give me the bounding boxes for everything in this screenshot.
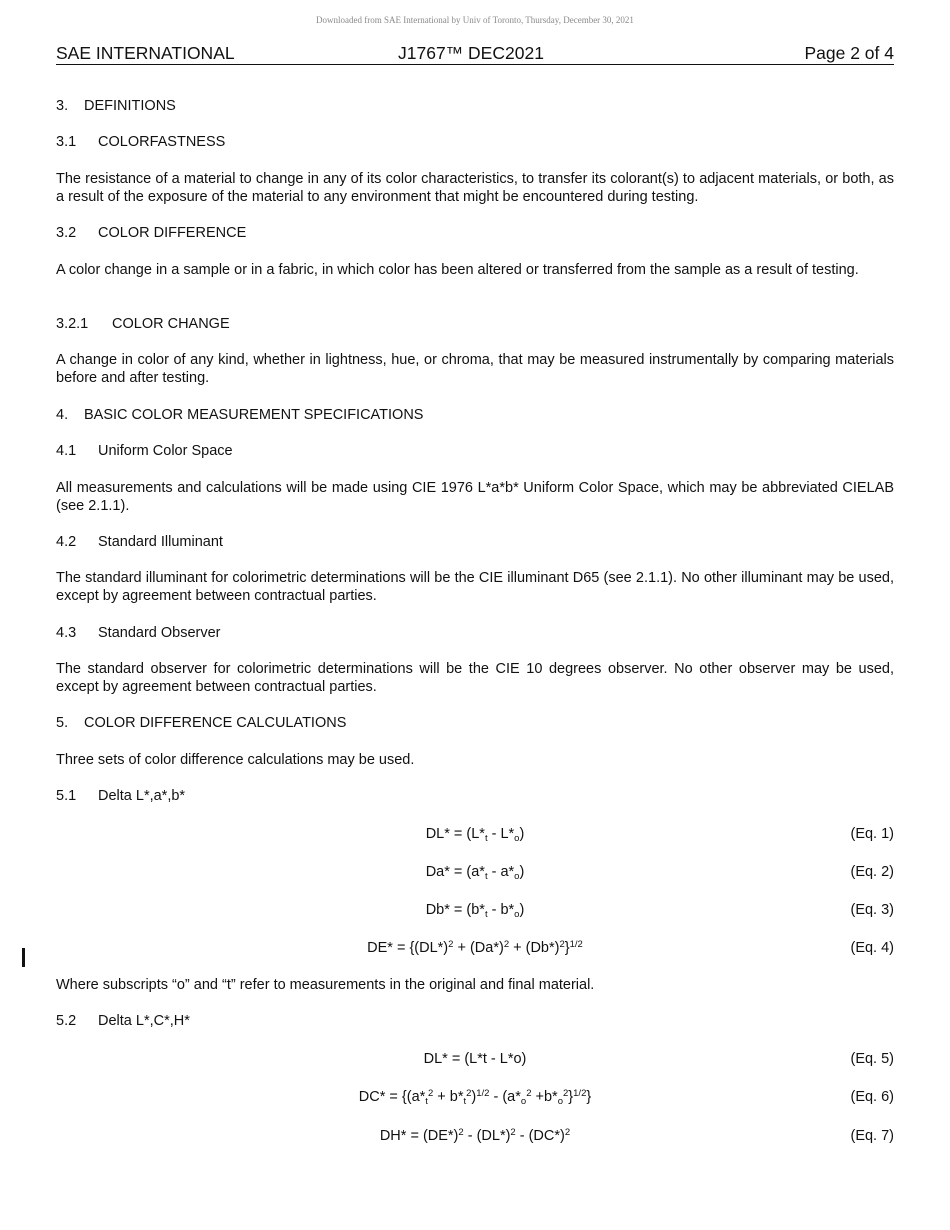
section-4-2-heading [56, 534, 894, 552]
text-cursor [22, 948, 25, 967]
equation-formula: $DH* = (DE*)^2 - (DL*)^2 - (DC*)^2$ [379, 1127, 571, 1144]
section-4-2-text: The standard illuminant for colorimetric determinations will be the CIE illuminant D65 (see 2.1.1). No other illuminant may be used, except by agreement between contractual parties. [56, 570, 894, 604]
section-title: Standard Observer [98, 625, 221, 641]
equation-number: (Eq. 6) [850, 1089, 894, 1105]
header-org: SAE INTERNATIONAL [56, 43, 235, 63]
section-3-2-text: A color change in a sample or in a fabric, in which color has been altered or transferred from the sample as a result of testing. [56, 262, 859, 278]
section-4-3-text: The standard observer for colorimetric determinations will be the CIE 10 degrees observer. No other observer may be used, except by agreement between contractual parties. [56, 661, 894, 695]
equation-formula: $DL* = (L*_t - L*_o)$ [425, 826, 525, 844]
equation-number: (Eq. 5) [850, 1051, 894, 1067]
section-number: 4.3 [56, 625, 77, 641]
section-3-2-1-text: A change in color of any kind, whether in lightness, hue, or chroma, that may be measured instrumentally by comparing materials before and after testing. [56, 352, 894, 386]
equation-formula: $Da* = (a*_t - a*_o)$ [425, 864, 525, 882]
section-title: Uniform Color Space [98, 443, 233, 459]
section-title: Standard Illuminant [98, 534, 223, 550]
header-doc-id: J1767™ DEC2021 [398, 43, 544, 63]
section-title: COLORFASTNESS [98, 134, 226, 150]
section-5-2-heading [56, 1013, 894, 1031]
section-title: BASIC COLOR MEASUREMENT SPECIFICATIONS [84, 407, 424, 423]
download-notice: Downloaded from SAE International by Univ of Toronto, Thursday, December 30, 2021 [316, 15, 634, 25]
section-4-heading [56, 407, 894, 425]
section-3-1-heading [56, 134, 894, 152]
section-title: COLOR DIFFERENCE CALCULATIONS [84, 715, 347, 731]
section-number: 4.2 [56, 534, 77, 550]
header-page-number: Page 2 of 4 [804, 43, 894, 63]
equation-2 [56, 862, 894, 882]
equation-4 [56, 938, 894, 958]
equation-number: (Eq. 3) [850, 902, 894, 918]
equation-formula: $Db* = (b*_t - b*_o)$ [425, 902, 525, 920]
section-title: COLOR DIFFERENCE [98, 225, 247, 241]
equation-5 [56, 1049, 894, 1069]
section-title: DEFINITIONS [84, 98, 176, 114]
section-number: 3.2 [56, 225, 77, 241]
section-number: 5. [56, 715, 69, 731]
section-number: 3. [56, 98, 69, 114]
section-number: 3.1 [56, 134, 77, 150]
section-5-text: Three sets of color difference calculations may be used. [56, 752, 415, 768]
equation-formula: $DC* = \{(a*_t^2 + b*_t^2)^{1/2} - (a*_o^2 +b*_o^2\}^{1/2}\}$ [358, 1088, 592, 1107]
equation-3 [56, 900, 894, 920]
equation-formula: $DE* = \{(DL*)^2 + (Da*)^2 + (Db*)^2\}^{1/2}$ [367, 939, 583, 956]
section-5-1-heading [56, 788, 894, 806]
section-5-heading [56, 715, 894, 733]
section-number: 4.1 [56, 443, 77, 459]
equation-number: (Eq. 1) [850, 826, 894, 842]
equation-formula: DL* = (L*t - L*o) [423, 1051, 527, 1067]
equation-number: (Eq. 4) [850, 940, 894, 956]
section-number: 4. [56, 407, 69, 423]
equation-number: (Eq. 7) [850, 1128, 894, 1144]
page-header [56, 43, 894, 65]
section-3-1-text: The resistance of a material to change in any of its color characteristics, to transfer its colorant(s) to adjacent materials, or both, as a result of the exposure of the material to any environment that might be encountered during testing. [56, 171, 894, 205]
equation-6 [56, 1087, 894, 1107]
section-3-heading [56, 98, 894, 116]
section-3-2-1-heading [56, 316, 894, 334]
section-title: Delta L*,C*,H* [98, 1013, 190, 1029]
equation-number: (Eq. 2) [850, 864, 894, 880]
section-number: 5.1 [56, 788, 77, 804]
section-number: 5.2 [56, 1013, 77, 1029]
section-4-1-heading [56, 443, 894, 461]
section-4-1-text: All measurements and calculations will be made using CIE 1976 L*a*b* Uniform Color Space, which may be abbreviated CIELAB (see 2.1.1). [56, 480, 894, 514]
section-4-3-heading [56, 625, 894, 643]
equation-7 [56, 1126, 894, 1146]
section-number: 3.2.1 [56, 316, 89, 332]
section-title: Delta L*,a*,b* [98, 788, 186, 804]
section-title: COLOR CHANGE [112, 316, 230, 332]
subscript-note: Where subscripts “o” and “t” refer to measurements in the original and final material. [56, 977, 595, 993]
section-3-2-heading [56, 225, 894, 243]
equation-1 [56, 824, 894, 844]
